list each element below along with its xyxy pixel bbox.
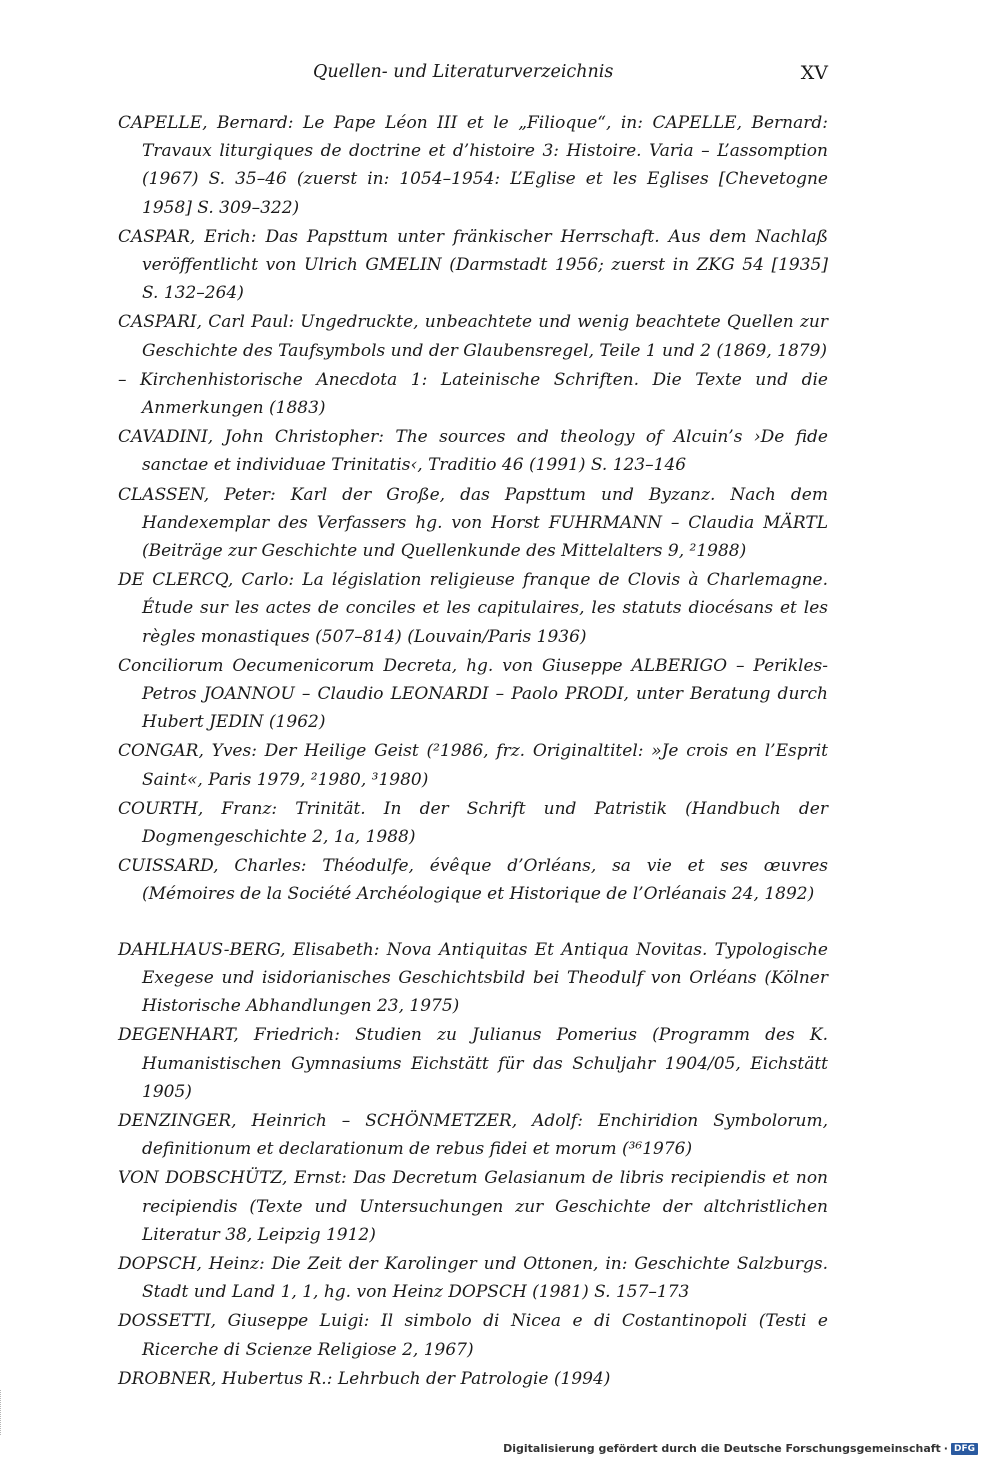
bib-entry-cavadini: CAVADINI, John Christopher: The sources and theology of Alcuin’s ›De fide sanctae et individuae Trinitatis‹, Traditio 46 (1991) S. 123–146 [118,427,828,476]
page-header [118,62,828,92]
dfg-logo-icon: DFG [951,1443,978,1455]
bib-entry-dossetti: DOSSETTI, Giuseppe Luigi: Il simbolo di Nicea e di Costantinopoli (Testi e Ricerche di Scienze Religiose 2, 1967) [118,1311,828,1360]
bib-entry-denzinger: DENZINGER, Heinrich – SCHÖNMETZER, Adolf: Enchiridion Symbolorum, definitionum et declarationum de rebus fidei et morum (³⁶1976) [118,1110,828,1160]
credit-text: Digitalisierung gefördert durch die Deutsche Forschungsgemeinschaft [503,1442,941,1455]
bib-entry-caspari-anecdota: – Kirchenhistorische Anecdota 1: Lateinische Schriften. Die Texte und die Anmerkungen (1883) [118,369,828,419]
scan-edge-mark [0,1390,5,1435]
bib-entry-caspar: CASPAR, Erich: Das Papsttum unter fränkischer Herrschaft. Aus dem Nachlaß veröffentlicht von Ulrich GMELIN (Darmstadt 1956; zuerst in ZKG 54 [1935] S. 132–264) [118,226,828,304]
bib-entry-dobschuetz: VON DOBSCHÜTZ, Ernst: Das Decretum Gelasianum de libris recipiendis et non recipiendis (Texte und Untersuchungen zur Geschichte der altchristlichen Literatur 38, Leipzig 1912) [118,1168,828,1245]
section-divider [118,910,828,936]
bib-entry-classen: CLASSEN, Peter: Karl der Große, das Papsttum und Byzanz. Nach dem Handexemplar des Verfassers hg. von Horst FUHRMANN – Claudia MÄRTL (Beiträge zur Geschichte und Quellenkunde des Mittelalters 9, ²1988) [118,484,828,562]
bib-entry-drobner: DROBNER, Hubertus R.: Lehrbuch der Patrologie (1994) [118,1368,611,1389]
page-number: XV [800,62,828,84]
bib-entry-cuissard: CUISSARD, Charles: Théodulfe, évêque d’Orléans, sa vie et ses œuvres (Mémoires de la Société Archéologique et Historique de l’Orléanais 24, 1892) [118,856,828,905]
bib-entry-dahlhaus-berg: DAHLHAUS-BERG, Elisabeth: Nova Antiquitas Et Antiqua Novitas. Typologische Exegese und isidorianisches Geschichtsbild bei Theodulf von Orléans (Kölner Historische Abhandlungen 23, 1975) [118,939,828,1017]
digitization-credit: Digitalisierung gefördert durch die Deutsche Forschungsgemeinschaft · DFG [503,1442,978,1455]
bib-entry-dopsch: DOPSCH, Heinz: Die Zeit der Karolinger und Ottonen, in: Geschichte Salzburgs. Stadt und Land 1, 1, hg. von Heinz DOPSCH (1981) S. 157–173 [118,1253,828,1303]
bib-entry-capelle: CAPELLE, Bernard: Le Pape Léon III et le „Filioque“, in: CAPELLE, Bernard: Travaux liturgiques de doctrine et d’histoire 3: Histoire. Varia – L’assomption (1967) S. 35–46 (zuerst in: 1054–1954: L’Eglise et les Eglises [Chevetogne 1958] S. 309–322) [118,113,828,218]
running-title: Quellen- und Literaturverzeichnis [313,62,614,82]
bibliography-list [118,109,828,1394]
bib-entry-congar: CONGAR, Yves: Der Heilige Geist (²1986, frz. Originaltitel: »Je crois en l’Esprit Saint«, Paris 1979, ²1980, ³1980) [118,741,828,790]
bib-entry-degenhart: DEGENHART, Friedrich: Studien zu Julianus Pomerius (Programm des K. Humanistischen Gymnasiums Eichstätt für das Schuljahr 1904/05, Eichstätt 1905) [118,1025,828,1102]
bib-entry-courth: COURTH, Franz: Trinität. In der Schrift und Patristik (Handbuch der Dogmengeschichte 2, 1a, 1988) [118,798,828,848]
bib-entry-conciliorum: Conciliorum Oecumenicorum Decreta, hg. von Giuseppe ALBERIGO – Perikles-Petros JOANNOU – Claudio LEONARDI – Paolo PRODI, unter Beratung durch Hubert JEDIN (1962) [118,655,828,733]
bib-entry-de-clercq: DE CLERCQ, Carlo: La législation religieuse franque de Clovis à Charlemagne. Étude sur les actes de conciles et les capitulaires, les statuts diocésans et les règles monastiques (507–814) (Louvain/Paris 1936) [118,570,828,647]
bib-entry-caspari: CASPARI, Carl Paul: Ungedruckte, unbeachtete und wenig beachtete Quellen zur Geschichte des Taufsymbols und der Glaubensregel, Teile 1 und 2 (1869, 1879) [118,312,828,361]
